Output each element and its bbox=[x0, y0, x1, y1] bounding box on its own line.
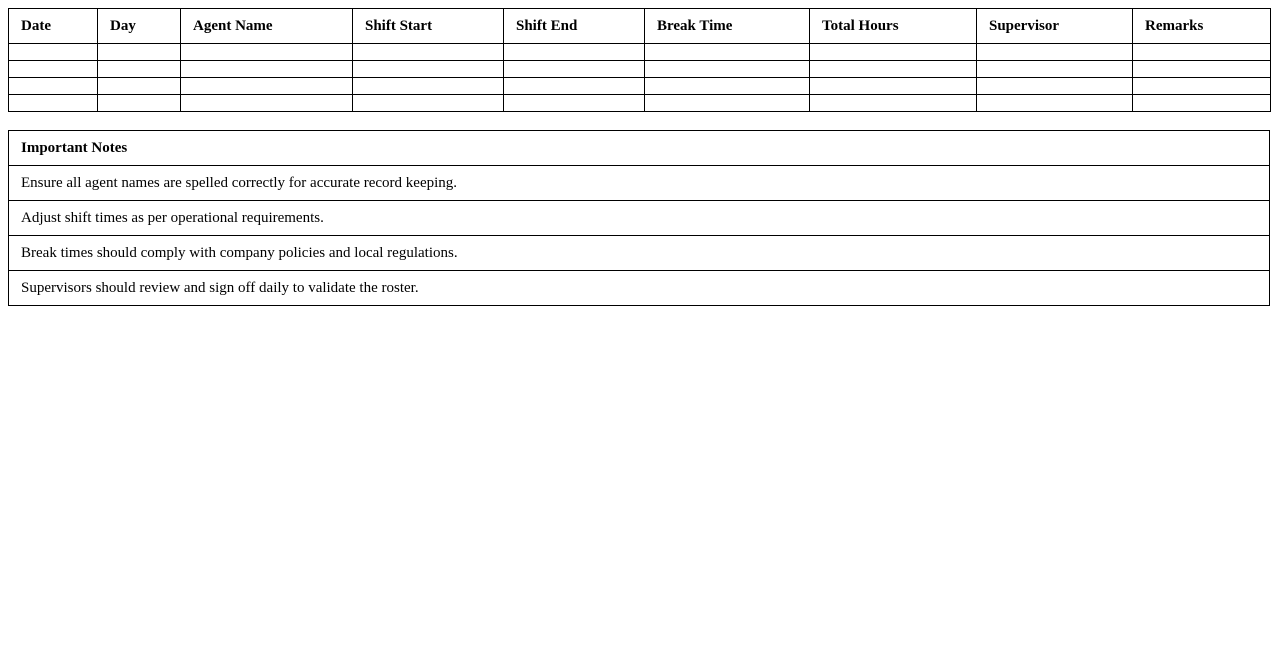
cell-day[interactable] bbox=[98, 61, 181, 78]
note-row bbox=[9, 236, 1270, 271]
notes-header-row bbox=[9, 131, 1270, 166]
note-row bbox=[9, 166, 1270, 201]
cell-date[interactable] bbox=[9, 78, 98, 95]
roster-header-row bbox=[9, 9, 1271, 44]
cell-remarks[interactable] bbox=[1133, 95, 1271, 112]
column-header-total-hours: Total Hours bbox=[810, 9, 977, 44]
cell-shift-start[interactable] bbox=[353, 44, 504, 61]
cell-total-hours[interactable] bbox=[810, 61, 977, 78]
note-item: Adjust shift times as per operational requirements. bbox=[9, 201, 1270, 236]
cell-date[interactable] bbox=[9, 61, 98, 78]
cell-break-time[interactable] bbox=[645, 78, 810, 95]
cell-break-time[interactable] bbox=[645, 61, 810, 78]
cell-shift-end[interactable] bbox=[504, 78, 645, 95]
important-notes-table bbox=[8, 130, 1270, 306]
cell-remarks[interactable] bbox=[1133, 78, 1271, 95]
cell-supervisor[interactable] bbox=[977, 61, 1133, 78]
cell-break-time[interactable] bbox=[645, 44, 810, 61]
cell-shift-end[interactable] bbox=[504, 95, 645, 112]
cell-remarks[interactable] bbox=[1133, 44, 1271, 61]
table-row bbox=[9, 61, 1271, 78]
cell-shift-end[interactable] bbox=[504, 44, 645, 61]
note-row bbox=[9, 271, 1270, 306]
cell-total-hours[interactable] bbox=[810, 78, 977, 95]
table-row bbox=[9, 44, 1271, 61]
cell-supervisor[interactable] bbox=[977, 95, 1133, 112]
column-header-break-time: Break Time bbox=[645, 9, 810, 44]
cell-day[interactable] bbox=[98, 95, 181, 112]
cell-shift-start[interactable] bbox=[353, 61, 504, 78]
cell-agent-name[interactable] bbox=[181, 78, 353, 95]
table-row bbox=[9, 95, 1271, 112]
cell-agent-name[interactable] bbox=[181, 61, 353, 78]
cell-agent-name[interactable] bbox=[181, 95, 353, 112]
cell-remarks[interactable] bbox=[1133, 61, 1271, 78]
cell-day[interactable] bbox=[98, 78, 181, 95]
note-item: Supervisors should review and sign off daily to validate the roster. bbox=[9, 271, 1270, 306]
cell-supervisor[interactable] bbox=[977, 78, 1133, 95]
note-row bbox=[9, 201, 1270, 236]
notes-title: Important Notes bbox=[9, 131, 1270, 166]
note-item: Break times should comply with company policies and local regulations. bbox=[9, 236, 1270, 271]
column-header-date: Date bbox=[9, 9, 98, 44]
column-header-supervisor: Supervisor bbox=[977, 9, 1133, 44]
roster-body bbox=[9, 44, 1271, 112]
column-header-agent-name: Agent Name bbox=[181, 9, 353, 44]
cell-total-hours[interactable] bbox=[810, 44, 977, 61]
column-header-remarks: Remarks bbox=[1133, 9, 1271, 44]
column-header-shift-end: Shift End bbox=[504, 9, 645, 44]
note-item: Ensure all agent names are spelled correctly for accurate record keeping. bbox=[9, 166, 1270, 201]
cell-supervisor[interactable] bbox=[977, 44, 1133, 61]
column-header-shift-start: Shift Start bbox=[353, 9, 504, 44]
page-content bbox=[8, 8, 1270, 306]
cell-break-time[interactable] bbox=[645, 95, 810, 112]
cell-agent-name[interactable] bbox=[181, 44, 353, 61]
cell-day[interactable] bbox=[98, 44, 181, 61]
cell-total-hours[interactable] bbox=[810, 95, 977, 112]
cell-shift-start[interactable] bbox=[353, 95, 504, 112]
cell-date[interactable] bbox=[9, 44, 98, 61]
column-header-day: Day bbox=[98, 9, 181, 44]
cell-shift-start[interactable] bbox=[353, 78, 504, 95]
table-row bbox=[9, 78, 1271, 95]
cell-date[interactable] bbox=[9, 95, 98, 112]
cell-shift-end[interactable] bbox=[504, 61, 645, 78]
roster-table bbox=[8, 8, 1271, 112]
